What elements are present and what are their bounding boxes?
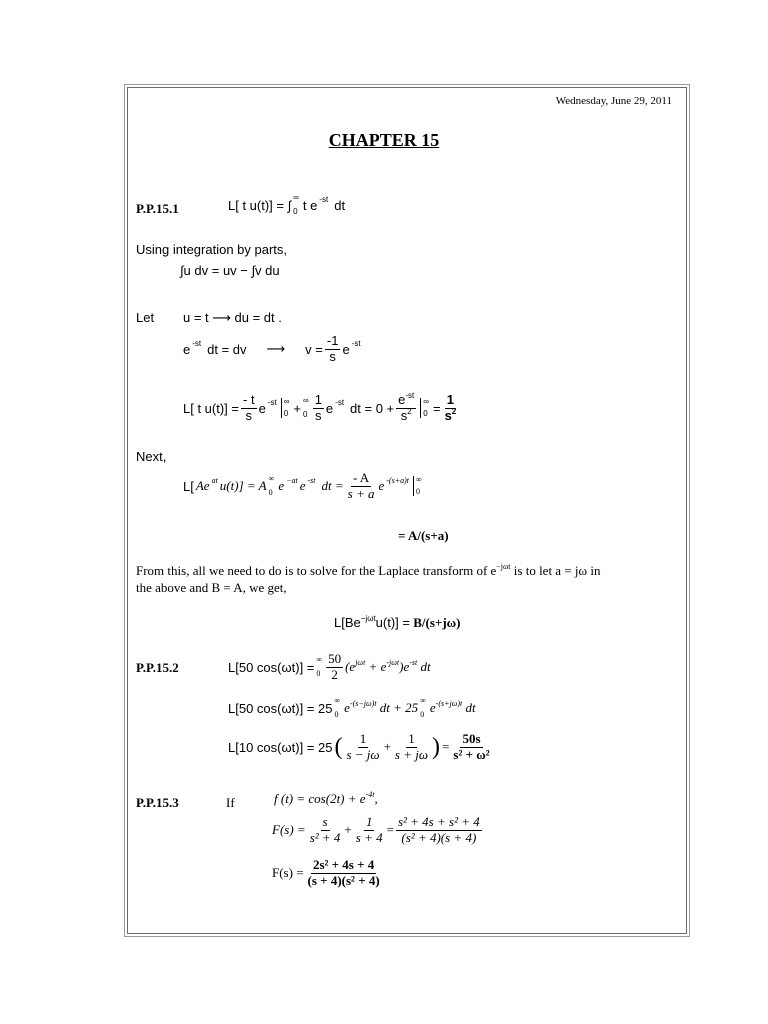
F-partial-fractions: F(s) = $\frac{s}{\text{s² + 4}}$ + $\frac{1}{s + 4}$ = $\frac{\text{s² + 4s + s² + 4}}{\text{(s² + 4)(s + 4)}}$ (272, 814, 480, 845)
page-date: Wednesday, June 29, 2011 (555, 95, 672, 107)
laplace-complex-exp-result: $L[Be^{-j\omega t}u(t)] = B/(s+j\omega)$ (334, 614, 461, 630)
pp-15-2-line-2: L[50 cos(ωt)] = 25 ∞ 0 $e^{-(s-j\omega)t}$ dt + 25 ∞ 0 $e^{-(s+j\omega)t}$ dt (228, 696, 476, 719)
laplace-exp-equation: L[ Ae at u(t)] = A ∞ 0 e −at e -st dt = $\frac{- A}{s + a}$ e -(s+a)t ∞ 0 (183, 470, 422, 501)
paragraph-line-2: the above and B = A, we get, (136, 580, 287, 595)
pp-15-2-label: P.P.15.2 (136, 660, 179, 675)
if-word: If (226, 795, 235, 810)
pp-15-1-equation: L[ t u(t)] = ∫ ∞ 0 t e -st dt (228, 193, 346, 216)
let-word: Let (136, 310, 155, 325)
let-dv-equation: e -st dt = dv ⟶ v = $\frac{-1}{s}$ e -st (183, 333, 361, 364)
chapter-title: CHAPTER 15 (328, 130, 440, 150)
pp-15-2-line-3: L[10 cos(ωt)] = 25 ( $\frac{1}{s - j\omega}$ + $\frac{1}{s + j\omega}$ ) = $\frac{50s}{\text{s² + ω²}}$ (228, 731, 490, 762)
exp-result: = A/(s+a) (398, 528, 449, 543)
pp-15-3-label: P.P.15.3 (136, 795, 179, 810)
integration-by-parts-formula: ∫u dv = uv − ∫v du (180, 263, 280, 278)
let-u-equation: u = t ⟶ du = dt . (183, 310, 282, 325)
pp-15-2-line-1: L[50 cos(ωt)] = ∞ 0 $\frac{50}{2}$ $(e^{j\omega t} + e^{-j\omega t})e^{-st}$ dt (228, 651, 431, 682)
integration-by-parts-intro: Using integration by parts, (136, 242, 288, 257)
paragraph-line-1: From this, all we need to do is to solve for the Laplace transform of $e^{-j\omega t}$ is to let a = jω in (136, 562, 601, 578)
f-definition: f $(t) = \cos(2t) + e^{-4t}$, (274, 790, 378, 806)
laplace-tu-result: L[ t u(t)] = $\frac{- t}{s}$ e -st ∞ 0 + ∞ 0 $\frac{1}{s}$ e -st dt = 0 + $\frac{e^{-st}}{s^2}$ ∞ 0 = $\frac{1}{s^2}$ (183, 391, 457, 423)
pp-15-1-label: P.P.15.1 (136, 201, 179, 216)
page-border (127, 87, 687, 934)
next-label: Next, (136, 449, 167, 464)
F-result: F(s) = $\frac{\text{2s² + 4s + 4}}{\text{(s + 4)(s² + 4)}}$ (272, 857, 380, 888)
